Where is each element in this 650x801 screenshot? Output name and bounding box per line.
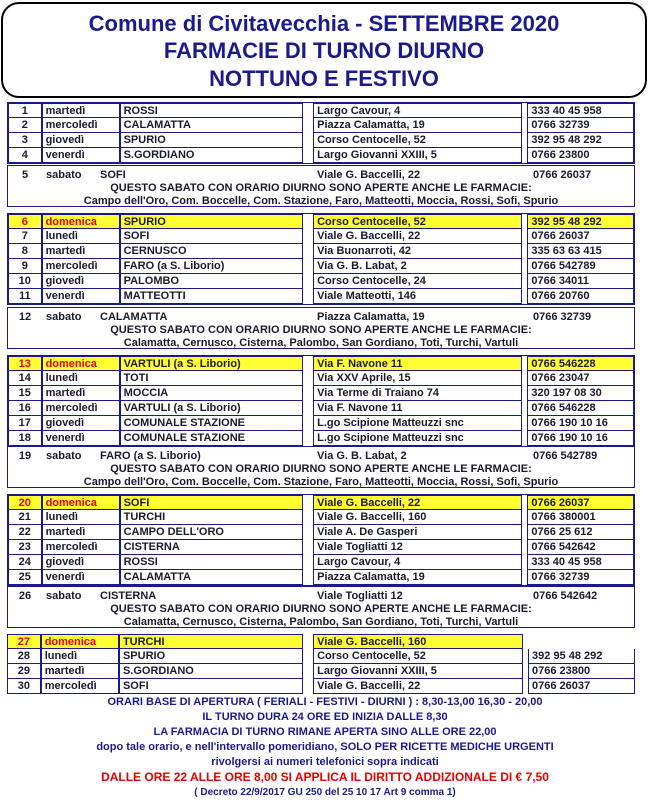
table-row — [8, 356, 634, 371]
pharmacy-address: Viale A. De Gasperi — [313, 525, 522, 540]
pharmacy-address: Corso Centocelle, 24 — [313, 274, 522, 289]
pharmacy-phone: 0766 20760 — [527, 289, 634, 304]
pharmacy-address: Corso Centocelle, 52 — [313, 133, 522, 148]
day-number: 3 — [8, 133, 42, 148]
pharmacy-address: Via Buonarroti, 42 — [313, 244, 522, 259]
column-gap — [303, 634, 313, 649]
pharmacy-name: CISTERNA — [100, 590, 157, 602]
weekday: martedì — [42, 386, 120, 401]
column-gap — [303, 664, 313, 679]
table-row — [8, 214, 634, 229]
day-number: 25 — [8, 570, 42, 585]
pharmacy-address: Via XXV Aprile, 15 — [313, 371, 522, 386]
day-number: 17 — [8, 416, 42, 431]
weekday: giovedì — [42, 274, 120, 289]
urgent-note: dopo tale orario, e nell'intervallo pomeridiano, SOLO PER RICETTE MEDICHE URGENTI — [96, 741, 554, 753]
weekday: mercoledì — [41, 679, 119, 694]
day-number: 9 — [8, 259, 42, 274]
weekday: sabato — [46, 311, 82, 323]
weekday: martedì — [42, 525, 120, 540]
weekday: mercoledì — [42, 118, 120, 133]
day-number: 6 — [8, 214, 42, 229]
pharmacy-phone: 0766 32739 — [533, 311, 592, 323]
pharmacy-name: TOTI — [120, 371, 304, 386]
pharmacy-name: SOFI — [120, 495, 304, 510]
day-number: 23 — [8, 540, 42, 555]
pharmacy-phone: 392 95 48 292 — [527, 214, 634, 229]
day-number: 2 — [8, 118, 42, 133]
table-row — [8, 118, 634, 133]
day-number: 22 — [8, 525, 42, 540]
weekday: giovedì — [42, 416, 120, 431]
contact-note: rivolgersi ai numeri telefonici sopra indicati — [211, 756, 439, 768]
table-row — [8, 431, 634, 446]
column-gap — [303, 495, 313, 510]
pharmacy-phone: 0766 32739 — [527, 570, 634, 585]
pharmacy-phone: 333 40 45 958 — [527, 555, 634, 570]
pharmacy-address: Via G. B. Labat, 2 — [313, 259, 522, 274]
weekday: venerdì — [42, 148, 120, 163]
day-number: 10 — [8, 274, 42, 289]
pharmacy-phone: 0766 26037 — [533, 169, 592, 181]
column-gap — [303, 510, 313, 525]
pharmacy-name: VARTULI (a S. Liborio) — [120, 401, 304, 416]
pharmacy-name: COMUNALE STAZIONE — [120, 416, 304, 431]
pharmacy-name: VARTULI (a S. Liborio) — [120, 356, 304, 371]
pharmacy-name: PALOMBO — [120, 274, 304, 289]
table-row — [7, 679, 635, 694]
weekday: sabato — [46, 450, 82, 462]
saturday-block-1 — [7, 165, 635, 207]
pharmacy-name: CERNUSCO — [120, 244, 304, 259]
pharmacy-phone: 0766 23800 — [528, 664, 635, 679]
saturday-note: QUESTO SABATO CON ORARIO DIURNO SONO APERTE ANCHE LE FARMACIE: — [110, 603, 532, 615]
day-number: 7 — [8, 229, 42, 244]
table-row — [8, 103, 634, 118]
saturday-row — [8, 449, 634, 463]
pharmacy-address: Largo Giovanni XXIII, 5 — [313, 148, 522, 163]
page-header — [1, 2, 647, 98]
pharmacy-phone: 0766 34011 — [527, 274, 634, 289]
column-gap — [303, 244, 313, 259]
weekday: sabato — [46, 169, 82, 181]
day-number: 5 — [21, 169, 29, 181]
pharmacy-address: Viale G. Baccelli, 160 — [313, 634, 523, 649]
schedule-block-4 — [7, 494, 635, 586]
table-row — [8, 148, 634, 163]
pharmacy-name: FARO (a S. Liborio) — [120, 259, 304, 274]
pharmacy-phone — [528, 634, 635, 649]
pharmacy-name: CALAMATTA — [120, 118, 304, 133]
footer-notes — [0, 695, 650, 800]
weekday: lunedì — [42, 371, 120, 386]
column-gap — [303, 679, 313, 694]
column-gap — [303, 259, 313, 274]
saturday-note: QUESTO SABATO CON ORARIO DIURNO SONO APERTE ANCHE LE FARMACIE: — [110, 324, 532, 336]
weekday: mercoledì — [42, 259, 120, 274]
page-title: Comune di Civitavecchia - SETTEMBRE 2020 — [88, 11, 560, 36]
column-gap — [303, 148, 313, 163]
table-row — [8, 401, 634, 416]
day-number: 13 — [8, 356, 42, 371]
weekday: domenica — [42, 356, 120, 371]
pharmacy-phone: 0766 26037 — [528, 679, 635, 694]
pharmacy-phone: 0766 542789 — [527, 259, 634, 274]
weekday: venerdì — [42, 431, 120, 446]
weekday: sabato — [46, 590, 82, 602]
saturday-block-4 — [7, 586, 635, 628]
pharmacy-phone: 335 63 63 415 — [527, 244, 634, 259]
column-gap — [303, 214, 313, 229]
column-gap — [303, 416, 313, 431]
table-row — [8, 274, 634, 289]
day-number: 1 — [8, 103, 42, 118]
column-gap — [303, 570, 313, 585]
pharmacy-address: Largo Cavour, 4 — [313, 555, 522, 570]
weekday: giovedì — [42, 555, 120, 570]
pharmacy-address: Viale G. Baccelli, 22 — [313, 229, 522, 244]
pharmacy-address: Via F. Navone 11 — [313, 401, 522, 416]
pharmacy-address: L.go Scipione Matteuzzi snc — [313, 416, 522, 431]
table-row — [8, 371, 634, 386]
page-subtitle: FARMACIE DI TURNO DIURNO — [163, 38, 485, 63]
weekday: venerdì — [42, 570, 120, 585]
pharmacy-phone: 0766 26037 — [527, 229, 634, 244]
day-number: 30 — [7, 679, 41, 694]
pharmacy-address: L.go Scipione Matteuzzi snc — [313, 431, 522, 446]
pharmacy-address: Piazza Calamatta, 19 — [313, 570, 522, 585]
saturday-row — [8, 168, 634, 182]
pharmacy-address: Largo Giovanni XXIII, 5 — [313, 664, 523, 679]
pharmacy-address: Viale G. Baccelli, 22 — [313, 679, 523, 694]
column-gap — [303, 525, 313, 540]
pharmacy-address: Via F. Navone 11 — [313, 356, 522, 371]
table-row — [8, 289, 634, 304]
saturday-pharmacy-list: Campo dell'Oro, Com. Boccelle, Com. Stazione, Faro, Matteotti, Moccia, Rossi, Sofi, Spurio — [83, 195, 559, 207]
schedule-block-3 — [7, 355, 635, 447]
weekday: lunedì — [42, 229, 120, 244]
table-row — [7, 649, 635, 664]
column-gap — [303, 371, 313, 386]
table-row — [8, 570, 634, 585]
day-number: 15 — [8, 386, 42, 401]
day-number: 27 — [7, 634, 41, 649]
pharmacy-name: S.GORDIANO — [119, 664, 303, 679]
column-gap — [303, 386, 313, 401]
table-row — [8, 229, 634, 244]
shift-duration: IL TURNO DURA 24 ORE ED INIZIA DALLE 8,30 — [202, 711, 448, 723]
schedule-block-5 — [7, 634, 635, 694]
day-number: 18 — [8, 431, 42, 446]
weekday: domenica — [42, 495, 120, 510]
pharmacy-phone: 0766 380001 — [527, 510, 634, 525]
pharmacy-name: TURCHI — [119, 634, 303, 649]
opening-hours: ORARI BASE DI APERTURA ( FERIALI - FESTIVI - DIURNI ) : 8,30-13,00 16,30 - 20,00 — [107, 696, 543, 708]
column-gap — [303, 118, 313, 133]
day-number: 12 — [18, 311, 32, 323]
saturday-pharmacy-list: Campo dell'Oro, Com. Boccelle, Com. Stazione, Faro, Matteotti, Moccia, Rossi, Sofi, Spurio — [83, 476, 559, 488]
column-gap — [303, 649, 313, 664]
pharmacy-phone: 0766 542642 — [527, 540, 634, 555]
day-number: 29 — [7, 664, 41, 679]
weekday: domenica — [41, 634, 119, 649]
schedule-block-1 — [7, 102, 635, 164]
pharmacy-name: S.GORDIANO — [120, 148, 304, 163]
column-gap — [303, 229, 313, 244]
pharmacy-name: SOFI — [120, 229, 304, 244]
pharmacy-phone: 333 40 45 958 — [527, 103, 634, 118]
table-row — [8, 540, 634, 555]
saturday-block-2 — [7, 307, 635, 349]
pharmacy-address: Piazza Calamatta, 19 — [313, 118, 522, 133]
pharmacy-name: SPURIO — [119, 649, 303, 664]
pharmacy-phone: 0766 32739 — [527, 118, 634, 133]
pharmacy-name: CISTERNA — [120, 540, 304, 555]
pharmacy-name: SOFI — [119, 679, 303, 694]
weekday: mercoledì — [42, 540, 120, 555]
column-gap — [303, 401, 313, 416]
pharmacy-name: SOFI — [100, 169, 126, 181]
pharmacy-name: ROSSI — [120, 555, 304, 570]
surcharge-note: DALLE ORE 22 ALLE ORE 8,00 SI APPLICA IL DIRITTO ADDIZIONALE DI € 7,50 — [101, 770, 549, 784]
pharmacy-address: Largo Cavour, 4 — [313, 103, 522, 118]
day-number: 16 — [8, 401, 42, 416]
weekday: martedì — [41, 664, 119, 679]
pharmacy-phone: 0766 542789 — [533, 450, 598, 462]
table-row — [8, 386, 634, 401]
decree-note: ( Decreto 22/9/2017 GU 250 del 25 10 17 Art 9 comma 1) — [194, 787, 456, 798]
pharmacy-phone: 320 197 08 30 — [527, 386, 634, 401]
pharmacy-address: Corso Centocelle, 52 — [313, 649, 523, 664]
day-number: 19 — [18, 450, 32, 462]
weekday: lunedì — [42, 510, 120, 525]
pharmacy-phone: 0766 546228 — [527, 356, 634, 371]
table-row — [8, 555, 634, 570]
saturday-pharmacy-list: Calamatta, Cernusco, Cisterna, Palombo, San Gordiano, Toti, Turchi, Vartuli — [123, 337, 519, 349]
pharmacy-phone: 0766 190 10 16 — [527, 431, 634, 446]
day-number: 26 — [18, 590, 32, 602]
column-gap — [303, 540, 313, 555]
saturday-pharmacy-list: Calamatta, Cernusco, Cisterna, Palombo, San Gordiano, Toti, Turchi, Vartuli — [123, 616, 519, 628]
table-row — [7, 634, 635, 649]
pharmacy-address: Corso Centocelle, 52 — [313, 214, 522, 229]
pharmacy-phone: 0766 25 612 — [527, 525, 634, 540]
pharmacy-phone: 0766 190 10 16 — [527, 416, 634, 431]
pharmacy-address: Viale G. Baccelli, 160 — [313, 510, 522, 525]
column-gap — [303, 103, 313, 118]
pharmacy-address: Via G. B. Labat, 2 — [317, 450, 407, 462]
day-number: 11 — [8, 289, 42, 304]
page-subtitle-2: NOTTUNO E FESTIVO — [209, 66, 439, 91]
saturday-row — [8, 310, 634, 324]
day-number: 21 — [8, 510, 42, 525]
pharmacy-phone: 0766 23047 — [527, 371, 634, 386]
day-number: 14 — [8, 371, 42, 386]
pharmacy-name: MATTEOTTI — [120, 289, 304, 304]
pharmacy-address: Via Terme di Traiano 74 — [313, 386, 522, 401]
day-number: 4 — [8, 148, 42, 163]
pharmacy-name: CAMPO DELL'ORO — [120, 525, 304, 540]
column-gap — [303, 356, 313, 371]
column-gap — [303, 555, 313, 570]
pharmacy-name: CALAMATTA — [100, 311, 168, 323]
saturday-block-3 — [7, 446, 635, 488]
pharmacy-address: Viale G. Baccelli, 22 — [317, 169, 421, 181]
schedule-block-2 — [7, 213, 635, 305]
pharmacy-name: ROSSI — [120, 103, 304, 118]
table-row — [8, 495, 634, 510]
pharmacy-phone: 0766 546228 — [527, 401, 634, 416]
pharmacy-name: COMUNALE STAZIONE — [120, 431, 304, 446]
pharmacy-phone: 0766 26037 — [527, 495, 634, 510]
column-gap — [303, 289, 313, 304]
column-gap — [303, 274, 313, 289]
table-row — [8, 259, 634, 274]
weekday: lunedì — [41, 649, 119, 664]
column-gap — [303, 133, 313, 148]
pharmacy-phone: 392 95 48 292 — [527, 133, 634, 148]
pharmacy-address: Viale Togliatti 12 — [313, 540, 522, 555]
weekday: domenica — [42, 214, 120, 229]
column-gap — [303, 431, 313, 446]
pharmacy-address: Viale Togliatti 12 — [317, 590, 403, 602]
pharmacy-phone: 0766 23800 — [527, 148, 634, 163]
weekday: martedì — [42, 103, 120, 118]
saturday-note: QUESTO SABATO CON ORARIO DIURNO SONO APERTE ANCHE LE FARMACIE: — [110, 463, 532, 475]
weekday: mercoledì — [42, 401, 120, 416]
weekday: giovedì — [42, 133, 120, 148]
pharmacy-address: Viale G. Baccelli, 22 — [313, 495, 522, 510]
closing-time: LA FARMACIA DI TURNO RIMANE APERTA SINO ALLE ORE 22,00 — [153, 726, 497, 738]
day-number: 20 — [8, 495, 42, 510]
day-number: 28 — [7, 649, 41, 664]
pharmacy-name: FARO (a S. Liborio) — [100, 450, 201, 462]
pharmacy-name: CALAMATTA — [120, 570, 304, 585]
pharmacy-name: TURCHI — [120, 510, 304, 525]
weekday: venerdì — [42, 289, 120, 304]
pharmacy-phone: 0766 542642 — [533, 590, 598, 602]
pharmacy-name: SPURIO — [120, 214, 304, 229]
pharmacy-address: Viale Matteotti, 146 — [313, 289, 522, 304]
table-row — [7, 664, 635, 679]
pharmacy-name: SPURIO — [120, 133, 304, 148]
table-row — [8, 416, 634, 431]
table-row — [8, 133, 634, 148]
saturday-note: QUESTO SABATO CON ORARIO DIURNO SONO APERTE ANCHE LE FARMACIE: — [110, 182, 532, 194]
table-row — [8, 244, 634, 259]
day-number: 24 — [8, 555, 42, 570]
day-number: 8 — [8, 244, 42, 259]
pharmacy-phone: 392 95 48 292 — [528, 649, 635, 664]
pharmacy-address: Piazza Calamatta, 19 — [317, 311, 425, 323]
weekday: martedì — [42, 244, 120, 259]
table-row — [8, 525, 634, 540]
saturday-row — [8, 589, 634, 603]
table-row — [8, 510, 634, 525]
pharmacy-name: MOCCIA — [120, 386, 304, 401]
